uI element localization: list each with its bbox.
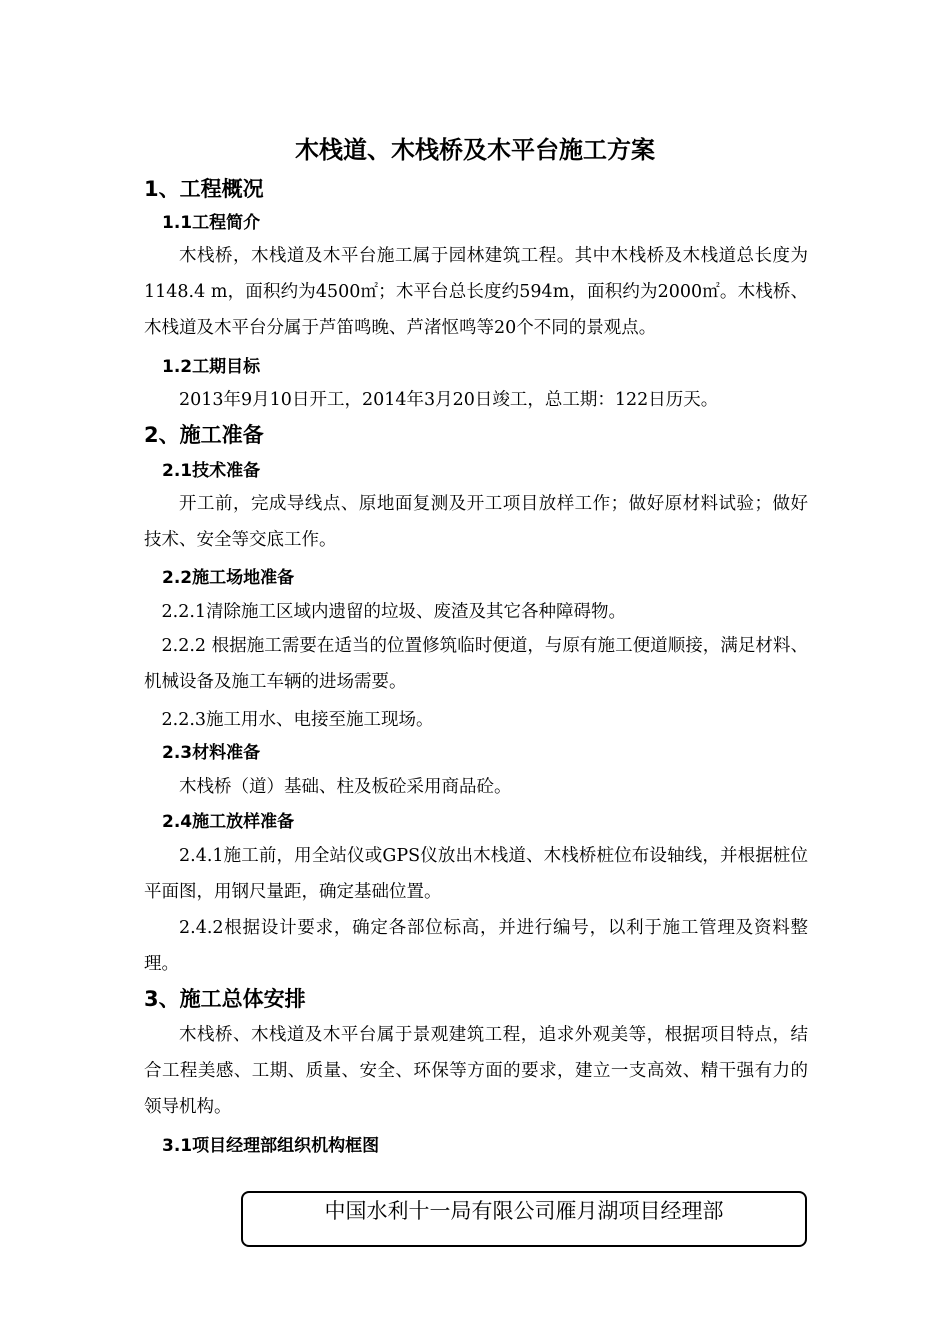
section-2-3-paragraph: 木栈桥（道）基础、柱及板砼采用商品砼。 <box>179 777 512 797</box>
section-2-2-heading: 2.2施工场地准备 <box>162 568 295 588</box>
section-2-4-heading: 2.4施工放样准备 <box>162 812 295 832</box>
section-3-1-heading: 3.1项目经理部组织机构框图 <box>162 1136 380 1156</box>
section-1-2-paragraph: 2013年9月10日开工，2014年3月20日竣工，总工期：122日历天。 <box>179 390 719 410</box>
section-2-2-1-paragraph: 2.2.1清除施工区域内遗留的垃圾、废渣及其它各种障碍物。 <box>161 602 627 622</box>
section-1-1-heading: 1.1工程简介 <box>162 213 261 233</box>
section-2-1-paragraph: 开工前，完成导线点、原地面复测及开工项目放样工作；做好原材料试验；做好技术、安全等交底工作。 <box>144 494 808 550</box>
document-title: 木栈道、木栈桥及木平台施工方案 <box>295 136 655 164</box>
section-1-2-heading: 1.2工期目标 <box>162 357 261 377</box>
section-1-1-paragraph: 木栈桥，木栈道及木平台施工属于园林建筑工程。其中木栈桥及木栈道总长度为1148.4 m，面积约为4500㎡；木平台总长度约594m，面积约为2000㎡。木栈桥、木栈道及木平台分属于芦笛鸣晚、芦渚怄鸣等20个不同的景观点。 <box>144 246 808 338</box>
section-3-paragraph: 木栈桥、木栈道及木平台属于景观建筑工程，追求外观美等，根据项目特点，结合工程美感、工期、质量、安全、环保等方面的要求，建立一支高效、精干强有力的领导机构。 <box>144 1025 808 1117</box>
section-1-heading: 1、工程概况 <box>144 177 264 201</box>
section-2-2-2-paragraph: 2.2.2 根据施工需要在适当的位置修筑临时便道，与原有施工便道顺接，满足材料、机械设备及施工车辆的进场需要。 <box>144 636 808 692</box>
org-chart-top-box <box>241 1191 807 1247</box>
section-2-4-2-paragraph: 2.4.2根据设计要求，确定各部位标高，并进行编号，以利于施工管理及资料整理。 <box>144 918 808 974</box>
section-2-3-heading: 2.3材料准备 <box>162 743 261 763</box>
section-2-heading: 2、施工准备 <box>144 423 264 447</box>
section-3-heading: 3、施工总体安排 <box>144 987 306 1011</box>
org-chart-top-label: 中国水利十一局有限公司雁月湖项目经理部 <box>324 1199 724 1223</box>
section-2-1-heading: 2.1技术准备 <box>162 461 261 481</box>
section-2-2-3-paragraph: 2.2.3施工用水、电接至施工现场。 <box>161 710 434 730</box>
section-2-4-1-paragraph: 2.4.1施工前，用全站仪或GPS仪放出木栈道、木栈桥桩位布设轴线，并根据桩位平面图，用钢尺量距，确定基础位置。 <box>144 846 808 902</box>
